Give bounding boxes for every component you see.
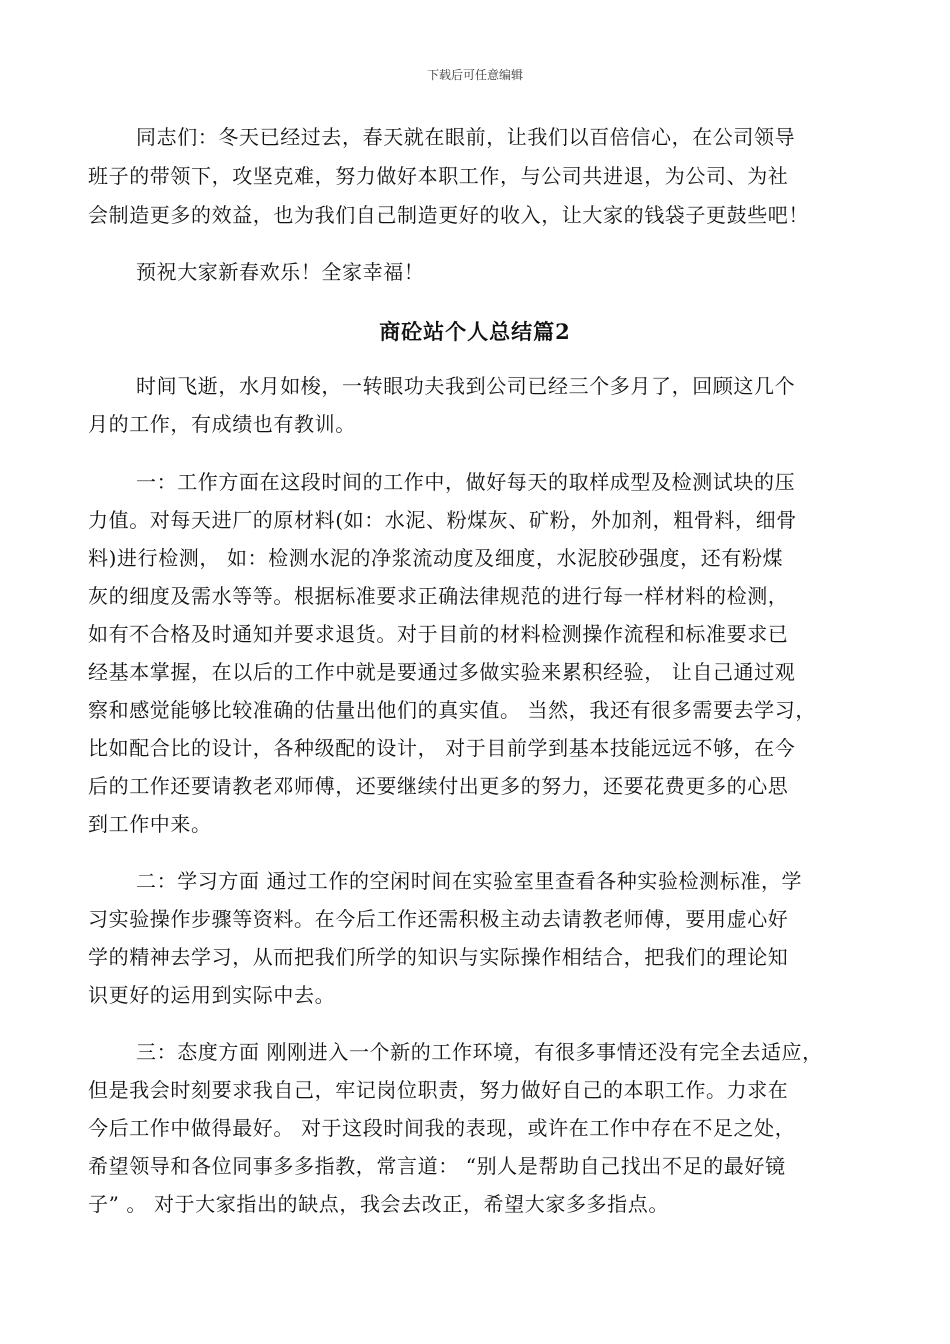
- paragraph-line: 会制造更多的效益，也为我们自己制造更好的收入，让大家的钱袋子更鼓些吧！: [88, 203, 809, 227]
- paragraph-line: 一：工作方面在这段时间的工作中，做好每天的取样成型及检测试块的压: [136, 470, 796, 494]
- paragraph-line: 二：学习方面 通过工作的空闲时间在实验室里查看各种实验检测标准，学: [136, 869, 803, 893]
- paragraph-line: 后的工作还要请教老邓师傅，还要继续付出更多的努力，还要花费更多的心思: [88, 774, 789, 798]
- paragraph-line: 同志们：冬天已经过去，春天就在眼前，让我们以百倍信心，在公司领导: [136, 125, 796, 149]
- page-header-note: 下载后可任意编辑: [426, 68, 523, 82]
- paragraph-line: 识更好的运用到实际中去。: [88, 983, 336, 1007]
- paragraph-line: 预祝大家新春欢乐！全家幸福！: [136, 260, 425, 284]
- paragraph-line: 月的工作，有成绩也有教训。: [88, 412, 356, 436]
- section-title: 商砼站个人总结篇2: [379, 319, 571, 344]
- paragraph-line: 经基本掌握，在以后的工作中就是要通过多做实验来累积经验， 让自己通过观: [88, 660, 796, 684]
- paragraph-line: 比如配合比的设计，各种级配的设计， 对于目前学到基本技能远远不够，在今: [88, 736, 796, 760]
- paragraph-line: 习实验操作步骤等资料。在今后工作还需积极主动去请教老师傅，要用虚心好: [88, 907, 789, 931]
- paragraph-line: 到工作中来。: [88, 812, 212, 836]
- paragraph-line: 力值。对每天进厂的原材料(如：水泥、粉煤灰、矿粉，外加剂，粗骨料，细骨: [88, 508, 797, 532]
- paragraph-line: 但是我会时刻要求我自己，牢记岗位职责，努力做好自己的本职工作。力求在: [88, 1078, 789, 1102]
- paragraph-line: 时间飞逝，水月如梭，一转眼功夫我到公司已经三个多月了，回顾这几个: [136, 374, 796, 398]
- paragraph-line: 灰的细度及需水等等。根据标准要求正确法律规范的进行每一样材料的检测，: [88, 584, 789, 608]
- paragraph-line: 希望领导和各位同事多多指教，常言道： “别人是帮助自己找出不足的最好镜: [88, 1154, 786, 1178]
- paragraph-line: 学的精神去学习，从而把我们所学的知识与实际操作相结合，把我们的理论知: [88, 945, 789, 969]
- paragraph-line: 如有不合格及时通知并要求退货。对于目前的材料检测操作流程和标准要求已: [88, 622, 789, 646]
- paragraph-line: 料)进行检测， 如：检测水泥的净浆流动度及细度，水泥胶砂强度，还有粉煤: [88, 546, 784, 570]
- paragraph-line: 班子的带领下，攻坚克难，努力做好本职工作，与公司共进退，为公司、为社: [88, 164, 789, 188]
- paragraph-line: 今后工作中做得最好。 对于这段时间我的表现，或许在工作中存在不足之处，: [88, 1116, 796, 1140]
- paragraph-line: 察和感觉能够比较准确的估量出他们的真实值。 当然，我还有很多需要去学习，: [88, 698, 816, 722]
- paragraph-line: 三：态度方面 刚刚进入一个新的工作环境，有很多事情还没有完全去适应，: [136, 1040, 823, 1064]
- paragraph-line: 子” 。 对于大家指出的缺点，我会去改正，希望大家多多指点。: [88, 1192, 669, 1216]
